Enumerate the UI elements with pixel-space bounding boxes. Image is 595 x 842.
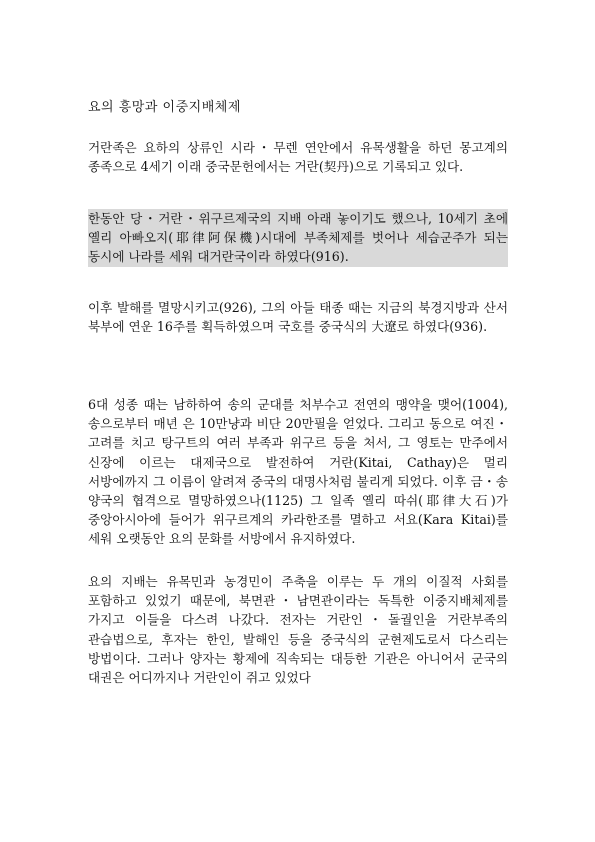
paragraph-expansion: 이후 발해를 멸망시키고(926), 그의 아들 태종 때는 지금의 북경지방과 산서 북부에 연운 16주를 획득하였으며 국호를 중국식의 大遼로 하였다(936).	[88, 300, 508, 335]
paragraph-dual-rule: 요의 지배는 유목민과 농경민이 주축을 이루는 두 개의 이질적 사회를 포함하고 있었기 때문에, 북면관・남면관이라는 독특한 이중지배체제를 가지고 이들을 다스려 나갔다. 전자는 거란인・돌궐인을 거란부족의 관습법으로, 후자는 한인, 발해인 등을 중국식의 군현제도로서 다스리는 방법이다. 그러나 양자는 황제에 직속되는 대등한 기관은 아니어서 군국의 대권은 어디까지나 거란인이 쥐고 있었다	[88, 574, 508, 686]
paragraph-seongjong-era: 6대 성종 때는 남하하여 송의 군대를 처부수고 전연의 맹약을 맺어(1004), 송으로부터 매년 은 10만냥과 비단 20만필을 얻었다. 그리고 동으로 여진・고려를 치고 탕구트의 여러 부족과 위구르 등을 처서, 그 영토는 만주에서 신장에 이르는 대제국으로 발전하여 거란(Kitai, Cathay)은 멀리 서방에까지 그 이름이 알려져 중국의 대명사처럼 불리게 되었다. 이후 금・송 양국의 협격으로 멸망하였으나(1125) 그 일족 옐리 따쉬(耶律大石)가 중앙아시아에 들어가 위구르계의 카라한조를 멸하고 서요(Kara Kitai)를 세워 오랫동안 요의 문화를 서방에서 유지하였다.	[88, 397, 508, 547]
page-title: 요의 흥망과 이중지배체제	[88, 100, 241, 115]
paragraph-founding-highlighted: 한동안 당・거란・위구르제국의 지배 아래 놓이기도 했으나, 10세기 초에 옐리 아빠오지(耶律阿保機)시대에 부족체제를 벗어나 세습군주가 되는 동시에 나라를 세워 대거란국이라 하였다(916).	[88, 209, 508, 267]
paragraph-origin: 거란족은 요하의 상류인 시라・무렌 연안에서 유목생활을 하던 몽고계의 종족으로 4세기 이래 중국문헌에서는 거란(契丹)으로 기록되고 있다.	[88, 140, 508, 175]
